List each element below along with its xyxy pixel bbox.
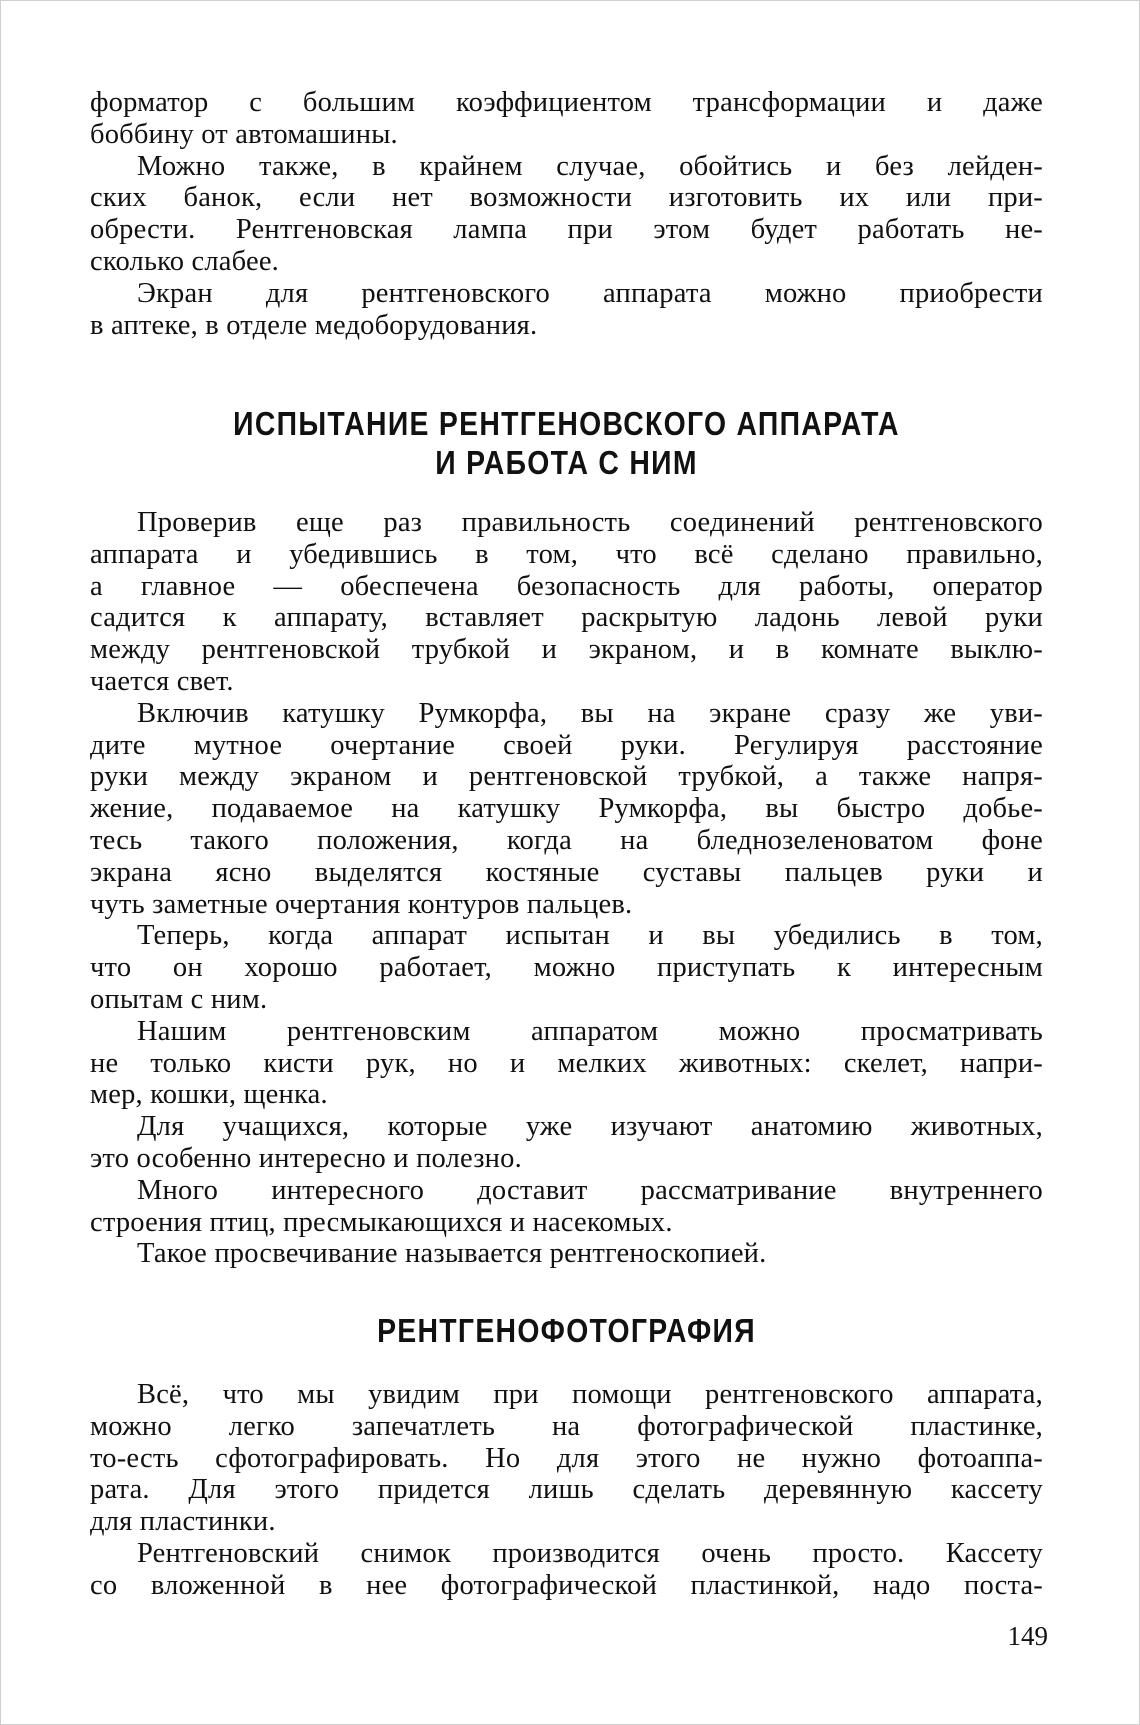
text-column bbox=[90, 87, 1043, 1601]
text-line: опытам с ним. bbox=[90, 983, 268, 1015]
text-line: форматор с большим коэффициентом трансформации и даже bbox=[90, 87, 1043, 118]
text-line: садится к аппарату, вставляет раскрытую ладонь левой руки bbox=[90, 602, 1043, 634]
text-line: Теперь, когда аппарат испытан и вы убедились в том, bbox=[137, 920, 1043, 952]
text-line: Много интересного доставит рассматривание внутреннего bbox=[137, 1174, 1043, 1206]
text-line: обрести. Рентгеновская лампа при этом будет работать не- bbox=[90, 214, 1043, 246]
section-heading bbox=[90, 1311, 1043, 1350]
text-line: боббину от автомашины. bbox=[90, 118, 398, 150]
text-line: экрана ясно выделятся костяные суставы пальцев руки и bbox=[90, 856, 1043, 888]
intro-text bbox=[90, 87, 1043, 341]
text-line: жение, подаваемое на катушку Румкорфа, вы быстро добье- bbox=[90, 793, 1043, 825]
text-line: Рентгеновский снимок производится очень просто. Кассету bbox=[137, 1537, 1043, 1569]
text-line: можно легко запечатлеть на фотографической пластинке, bbox=[90, 1410, 1043, 1442]
text-line: в аптеке, в отделе медоборудования. bbox=[90, 309, 538, 341]
text-line: то-есть сфотографировать. Но для этого не нужно фотоаппа- bbox=[90, 1442, 1043, 1474]
text-line: Экран для рентгеновского аппарата можно приобрести bbox=[137, 277, 1043, 309]
text-line: рата. Для этого придется лишь сделать деревянную кассету bbox=[90, 1474, 1043, 1506]
text-line: чуть заметные очертания контуров пальцев. bbox=[90, 888, 633, 920]
text-line: Включив катушку Румкорфа, вы на экране сразу же уви- bbox=[137, 697, 1043, 729]
text-line: Можно также, в крайнем случае, обойтись и без лейден- bbox=[137, 150, 1043, 182]
text-line: что он хорошо работает, можно приступать к интересным bbox=[90, 952, 1043, 984]
section-heading-line: РЕНТГЕНОФОТОГРАФИЯ bbox=[377, 1312, 756, 1349]
section-body bbox=[90, 1379, 1043, 1602]
text-line: Всё, что мы увидим при помощи рентгеновского аппарата, bbox=[137, 1379, 1043, 1410]
text-line: руки между экраном и рентгеновской трубкой, а также напря- bbox=[90, 761, 1043, 793]
section-heading-line: ИСПЫТАНИЕ РЕНТГЕНОВСКОГО АППАРАТА bbox=[233, 405, 900, 442]
section-heading bbox=[90, 404, 1043, 482]
text-line: чается свет. bbox=[90, 665, 234, 697]
text-line: строения птиц, пресмыкающихся и насекомых. bbox=[90, 1206, 673, 1238]
text-line: Такое просвечивание называется рентгеноскопией. bbox=[137, 1238, 767, 1270]
text-line: а главное — обеспечена безопасность для работы, оператор bbox=[90, 570, 1043, 602]
text-line: аппарата и убедившись в том, что всё сделано правильно, bbox=[90, 538, 1043, 570]
text-line: для пластинки. bbox=[90, 1506, 276, 1538]
text-line: со вложенной в нее фотографической пластинкой, надо поста- bbox=[90, 1569, 1043, 1601]
text-line: тесь такого положения, когда на бледнозеленоватом фоне bbox=[90, 824, 1043, 856]
text-line: Нашим рентгеновским аппаратом можно просматривать bbox=[137, 1015, 1043, 1047]
text-line: не только кисти рук, но и мелких животных: скелет, напри- bbox=[90, 1047, 1043, 1079]
text-line: сколько слабее. bbox=[90, 245, 279, 277]
text-line: ских банок, если нет возможности изготовить их или при- bbox=[90, 182, 1043, 214]
text-line: мер, кошки, щенка. bbox=[90, 1079, 328, 1111]
text-line: между рентгеновской трубкой и экраном, и в комнате выклю- bbox=[90, 634, 1043, 666]
section-heading-line: И РАБОТА С НИМ bbox=[435, 444, 698, 481]
text-line: дите мутное очертание своей руки. Регулируя расстояние bbox=[90, 729, 1043, 761]
text-line: это особенно интересно и полезно. bbox=[90, 1142, 522, 1174]
text-line: Проверив еще раз правильность соединений рентгеновского bbox=[137, 507, 1043, 538]
page-number: 149 bbox=[1007, 1621, 1048, 1651]
section-body bbox=[90, 507, 1043, 1270]
text-line: Для учащихся, которые уже изучают анатомию животных, bbox=[137, 1111, 1043, 1143]
